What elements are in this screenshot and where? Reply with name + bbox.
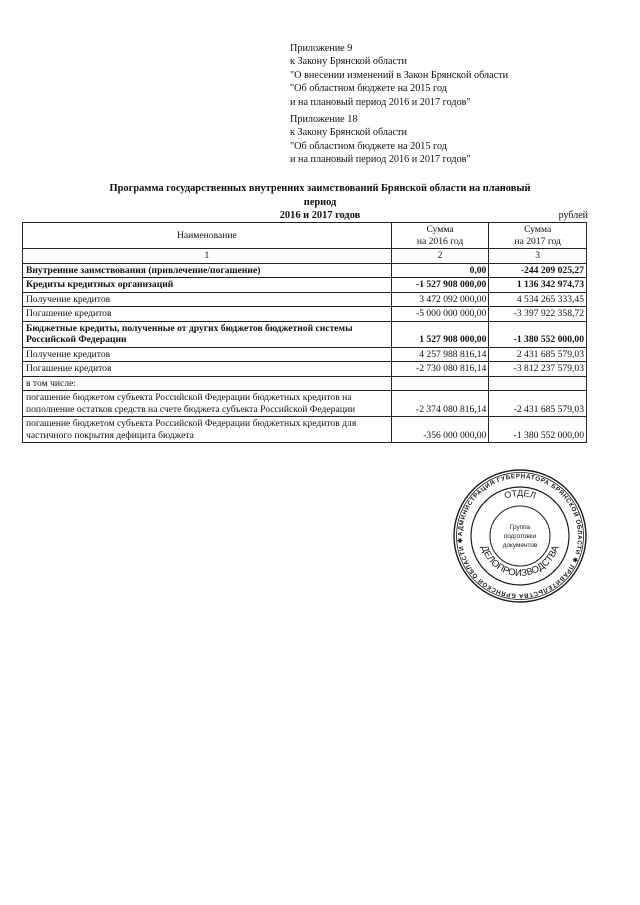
header-2017-line2: на 2017 год: [514, 235, 561, 247]
row-value-2016: -5 000 000 000,00: [391, 307, 489, 322]
row-name: Погашение кредитов: [23, 362, 392, 377]
appendix-line: Приложение 9: [290, 43, 353, 54]
row-name: погашение бюджетом субъекта Российской Федерации бюджетных кредитов для частичного покрытия дефицита бюджета: [23, 417, 392, 443]
stamp-inner-arc: ДЕЛОПРОИЗВОДСТВА: [478, 544, 562, 580]
appendix-block: [290, 42, 508, 167]
row-name: Кредиты кредитных организаций: [23, 278, 392, 293]
stamp-center-line: подготовки: [503, 533, 537, 540]
row-value-2017: [489, 376, 587, 391]
table-body: [23, 263, 587, 443]
appendix-line: и на плановый период 2016 и 2017 годов": [290, 96, 471, 108]
borrowing-table: [22, 222, 587, 443]
row-name: Внутренние заимствования (привлечение/погашение): [23, 263, 392, 278]
document-title: [100, 182, 540, 223]
table-row: [23, 391, 587, 417]
numbering-cell: 1: [23, 249, 392, 264]
appendix-line: Приложение 18: [290, 114, 358, 126]
table-row: [23, 292, 587, 307]
header-2017: [489, 223, 587, 249]
row-value-2016: -2 730 080 816,14: [391, 362, 489, 377]
title-line-1: Программа государственных внутренних заимствований Брянской области на плановый период: [109, 183, 531, 208]
appendix-line: "О внесении изменений в Закон Брянской области: [290, 69, 509, 81]
row-name: Бюджетные кредиты, полученные от других бюджетов бюджетной системы Российской Федерации: [23, 321, 392, 347]
appendix-line: и на плановый период 2016 и 2017 годов": [290, 154, 471, 166]
header-2016-line1: Сумма: [426, 224, 454, 235]
row-value-2016: 1 527 908 000,00: [391, 321, 489, 347]
row-value-2016: 3 472 092 000,00: [391, 292, 489, 307]
table-row: [23, 263, 587, 278]
row-name: в том числе:: [23, 376, 392, 391]
row-value-2017: -244 209 025,27: [489, 263, 587, 278]
row-value-2016: [391, 376, 489, 391]
header-name-text: Наименование: [176, 229, 237, 241]
appendix-line: "Об областном бюджете на 2015 год: [290, 83, 447, 95]
table-numbering-row: [23, 249, 587, 264]
row-value-2016: -2 374 080 816,14: [391, 391, 489, 417]
numbering-cell: 2: [391, 249, 489, 264]
row-value-2016: 0,00: [391, 263, 489, 278]
numbering-cell: 3: [489, 249, 587, 264]
row-value-2017: -3 397 922 358,72: [489, 307, 587, 322]
row-value-2017: 2 431 685 579,03: [489, 347, 587, 362]
header-name: [23, 223, 392, 249]
stamp-seal: [452, 468, 588, 604]
stamp-center-line: документов: [502, 542, 538, 549]
stamp-inner-top: ОТДЕЛ: [502, 487, 538, 501]
row-value-2017: -3 812 237 579,03: [489, 362, 587, 377]
title-line-2: 2016 и 2017 годов: [279, 210, 361, 221]
row-value-2016: 4 257 988 816,14: [391, 347, 489, 362]
header-2016-line2: на 2016 год: [416, 235, 464, 247]
table-row: [23, 321, 587, 347]
row-value-2017: -1 380 552 000,00: [489, 417, 587, 443]
appendix-line: к Закону Брянской области: [290, 56, 407, 68]
unit-label: рублей: [558, 210, 588, 221]
appendix-line: к Закону Брянской области: [290, 127, 407, 139]
row-name: Погашение кредитов: [23, 307, 392, 322]
row-value-2016: -1 527 908 000,00: [391, 278, 489, 293]
table-row: [23, 362, 587, 377]
row-value-2017: 4 534 265 333,45: [489, 292, 587, 307]
row-value-2017: -2 431 685 579,03: [489, 391, 587, 417]
table-row: [23, 417, 587, 443]
appendix-line: "Об областном бюджете на 2015 год: [290, 140, 447, 152]
table-header-row: [23, 223, 587, 249]
row-name: Получение кредитов: [23, 292, 392, 307]
header-2016: [391, 223, 489, 249]
row-value-2016: -356 000 000,00: [391, 417, 489, 443]
row-name: Получение кредитов: [23, 347, 392, 362]
row-value-2017: -1 380 552 000,00: [489, 321, 587, 347]
header-2017-line1: Сумма: [524, 224, 552, 235]
table-row: [23, 307, 587, 322]
stamp-ring-text: АДМИНИСТРАЦИЯ ГУБЕРНАТОРА БРЯНСКОЙ ОБЛАСТИ ✱ ПРАВИТЕЛЬСТВА БРЯНСКОЙ ОБЛАСТИ ✱: [456, 472, 584, 600]
table-row: [23, 376, 587, 391]
table-row: [23, 347, 587, 362]
row-name: погашение бюджетом субъекта Российской Федерации бюджетных кредитов на пополнение остатков средств на счете бюджета субъекта Российской Федерации: [23, 391, 392, 417]
row-value-2017: 1 136 342 974,73: [489, 278, 587, 293]
table-row: [23, 278, 587, 293]
stamp-center-line: Группа: [509, 524, 531, 531]
